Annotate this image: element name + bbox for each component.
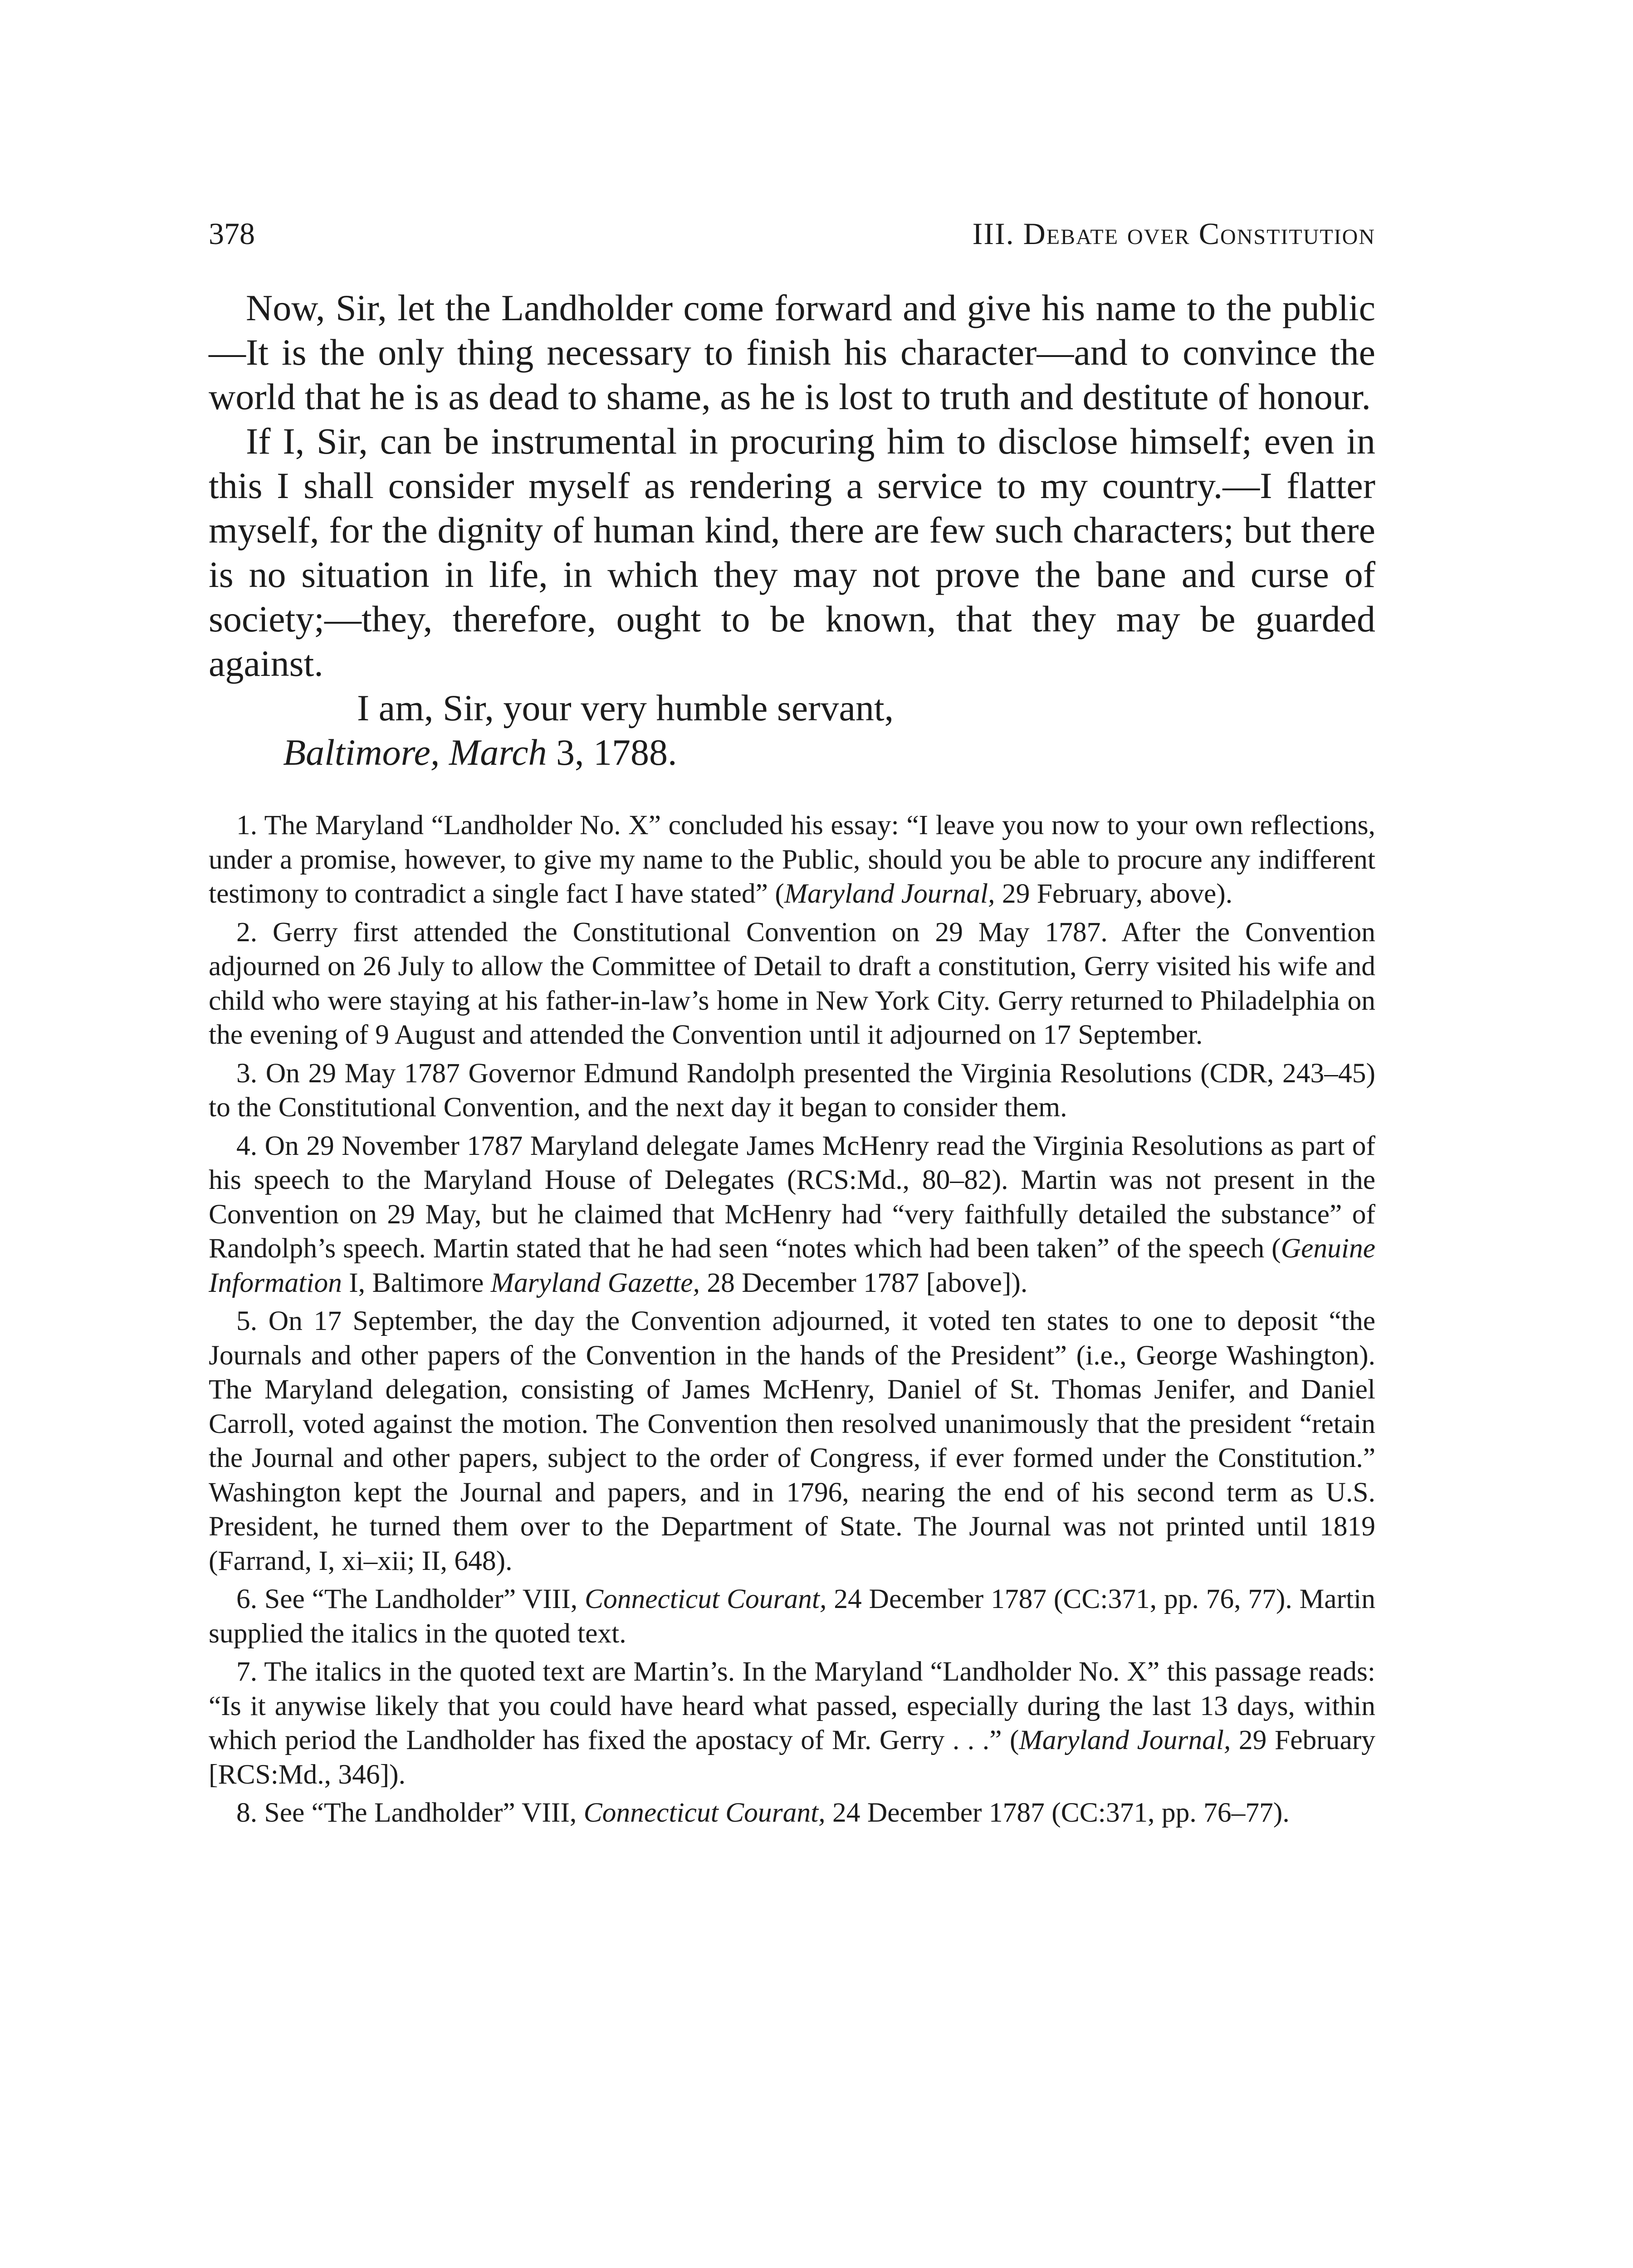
footnote-6-text-end: 24 December 1787 (CC:371, pp. 76, 77). Martin supplied the italics in the quoted text. — [209, 1584, 1375, 1649]
footnotes — [209, 808, 1375, 1830]
footnote-1 — [209, 808, 1375, 911]
footnote-8-italic: Connecticut Courant, — [583, 1797, 826, 1828]
footnote-4-text-mid: I, Baltimore — [342, 1267, 491, 1298]
footnote-1-italic: Maryland Journal, — [784, 878, 995, 909]
footnote-3: 3. On 29 May 1787 Governor Edmund Randolph presented the Virginia Resolutions (CDR, 243–45) to the Constitutional Convention, and the next day it began to consider them. — [209, 1057, 1375, 1123]
footnote-7 — [209, 1655, 1375, 1792]
footnote-6-italic: Connecticut Courant, — [584, 1584, 827, 1614]
body-paragraph-1: Now, Sir, let the Landholder come forward and give his name to the public—It is the only thing necessary to finish his character—and to convince the world that he is as dead to shame, as he is lost to truth and destitute of honour. — [209, 287, 1375, 417]
dateline — [209, 730, 1375, 775]
closing-line: I am, Sir, your very humble servant, — [357, 687, 894, 728]
footnote-4-italic: Genuine Information — [209, 1233, 1375, 1298]
footnote-1-text-end: 29 February, above). — [995, 878, 1233, 909]
footnote-8-text-end: 24 December 1787 (CC:371, pp. 76–77). — [825, 1797, 1290, 1828]
document-page — [209, 213, 1375, 2268]
footnote-6 — [209, 1582, 1375, 1651]
body-paragraph-2: If I, Sir, can be instrumental in procuring him to disclose himself; even in this I shall consider myself as rendering a service to my country.—I flatter myself, for the dignity of human kind, there are few such characters; but there is no situation in life, in which they may not prove the bane and curse of society;—they, therefore, ought to be known, that they may be guarded against. — [209, 420, 1375, 684]
footnote-2: 2. Gerry first attended the Constitutional Convention on 29 May 1787. After the Convention adjourned on 26 July to allow the Committee of Detail to draft a constitution, Gerry visited his wife and child who were staying at his father-in-law’s home in New York City. Gerry returned to Philadelphia on the evening of 9 August and attended the Convention until it adjourned on 17 September. — [209, 916, 1375, 1050]
footnote-6-text: 6. See “The Landholder” VIII, — [236, 1584, 585, 1614]
footnote-4 — [209, 1129, 1375, 1300]
footnote-4-text: 4. On 29 November 1787 Maryland delegate James McHenry read the Virginia Resolutions as part of his speech to the Maryland House of Delegates (RCS:Md., 80–82). Martin was not present in the Convention on 29 May, but he claimed that McHenry had “very faithfully detailed the substance” of Randolph’s speech. Martin stated that he had seen “notes which had been taken” of the speech ( — [209, 1130, 1375, 1264]
letter-body — [209, 286, 1375, 775]
dateline-place: Baltimore, — [283, 732, 440, 773]
footnote-7-text: 7. The italics in the quoted text are Martin’s. In the Maryland “Landholder No. X” this passage reads: “Is it anywise likely that you could have heard what passed, especially during the last 13 days, within which period the Landholder has fixed the apostacy of Mr. Gerry . . .” ( — [209, 1656, 1375, 1755]
footnote-8 — [209, 1796, 1375, 1830]
page-number: 378 — [209, 216, 255, 251]
footnote-7-italic: Maryland Journal, — [1019, 1725, 1231, 1755]
footnote-8-text: 8. See “The Landholder” VIII, — [236, 1797, 584, 1828]
running-head — [209, 213, 1375, 254]
footnote-4-text-end: 28 December 1787 [above]). — [699, 1267, 1028, 1298]
dateline-date: 3, 1788. — [556, 732, 677, 773]
footnote-5: 5. On 17 September, the day the Convention adjourned, it voted ten states to one to deposit “the Journals and other papers of the Convention in the hands of the President” (i.e., George Washington). The Maryland delegation, consisting of James McHenry, Daniel of St. Thomas Jenifer, and Daniel Carroll, voted against the motion. The Convention then resolved unanimously that the president “retain the Journal and other papers, subject to the order of Congress, if ever formed under the Constitution.” Washington kept the Journal and papers, and in 1796, nearing the end of his second term as U.S. President, he turned them over to the Department of State. The Journal was not printed until 1819 (Farrand, I, xi–xii; II, 648). — [209, 1305, 1375, 1576]
footnote-1-text: 1. The Maryland “Landholder No. X” concluded his essay: “I leave you now to your own reflections, under a promise, however, to give my name to the Public, should you be able to procure any indifferent testimony to contradict a single fact I have stated” ( — [209, 810, 1375, 909]
dateline-month: March — [449, 732, 547, 773]
footnote-4-italic-2: Maryland Gazette, — [490, 1267, 700, 1298]
running-title: III. Debate over Constitution — [972, 216, 1375, 251]
footnote-7-text-end: 29 February [RCS:Md., 346]). — [209, 1725, 1375, 1790]
